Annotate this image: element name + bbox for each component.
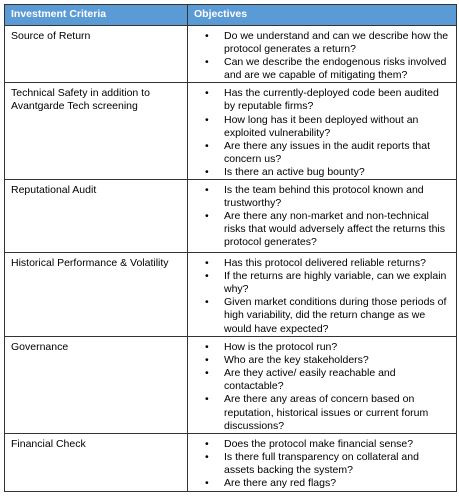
table-row <box>5 26 457 83</box>
objective-item: • Is there full transparency on collateral and assets backing the system? <box>192 451 450 477</box>
objectives-list <box>192 30 450 82</box>
objective-item: • Given market conditions during those periods of high variability, did the return change as we would have expected? <box>192 296 450 335</box>
criteria-cell: Reputational Audit <box>5 180 188 253</box>
objectives-cell <box>188 337 457 434</box>
objectives-cell <box>188 434 457 492</box>
objective-item: • If the returns are highly variable, can we explain why? <box>192 270 450 296</box>
objective-item: • Has the currently-deployed code been audited by reputable firms? <box>192 87 450 113</box>
header-row <box>5 5 457 26</box>
objectives-list <box>192 184 450 249</box>
criteria-cell: Governance <box>5 337 188 434</box>
objectives-list <box>192 257 450 336</box>
criteria-table-container <box>4 4 456 492</box>
objective-item: • Can we describe the endogenous risks involved and are we capable of mitigating them? <box>192 56 450 82</box>
table-row <box>5 83 457 180</box>
objectives-list <box>192 341 450 433</box>
criteria-table <box>4 4 457 492</box>
objectives-list <box>192 438 450 490</box>
criteria-cell: Historical Performance & Volatility <box>5 253 188 337</box>
objective-item: • How long has it been deployed without an exploited vulnerability? <box>192 114 450 140</box>
objective-item: • Is there an active bug bounty? <box>192 166 450 179</box>
table-row <box>5 337 457 434</box>
criteria-cell: Technical Safety in addition to Avantgarde Tech screening <box>5 83 188 180</box>
objectives-cell <box>188 83 457 180</box>
objective-item: • Has this protocol delivered reliable returns? <box>192 257 450 270</box>
criteria-cell: Source of Return <box>5 26 188 83</box>
objective-item: • How is the protocol run? <box>192 341 450 354</box>
objective-item: • Are there any red flags? <box>192 477 450 490</box>
objectives-cell <box>188 26 457 83</box>
objective-item: • Are there any non-market and non-technical risks that would adversely affect the returns this protocol generates? <box>192 210 450 249</box>
objective-item: • Does the protocol make financial sense? <box>192 438 450 451</box>
table-row <box>5 180 457 253</box>
objective-item: • Are there any areas of concern based on reputation, historical issues or current forum discussions? <box>192 393 450 432</box>
objective-item: • Are there any issues in the audit reports that concern us? <box>192 140 450 166</box>
objective-item: • Is the team behind this protocol known and trustworthy? <box>192 184 450 210</box>
objective-item: • Who are the key stakeholders? <box>192 354 450 367</box>
objectives-cell <box>188 253 457 337</box>
header-criteria: Investment Criteria <box>5 5 188 26</box>
header-objectives: Objectives <box>188 5 457 26</box>
objectives-list <box>192 87 450 179</box>
objective-item: • Are they active/ easily reachable and contactable? <box>192 367 450 393</box>
criteria-cell: Financial Check <box>5 434 188 492</box>
objective-item: • Do we understand and can we describe how the protocol generates a return? <box>192 30 450 56</box>
objectives-cell <box>188 180 457 253</box>
table-row <box>5 434 457 492</box>
table-row <box>5 253 457 337</box>
